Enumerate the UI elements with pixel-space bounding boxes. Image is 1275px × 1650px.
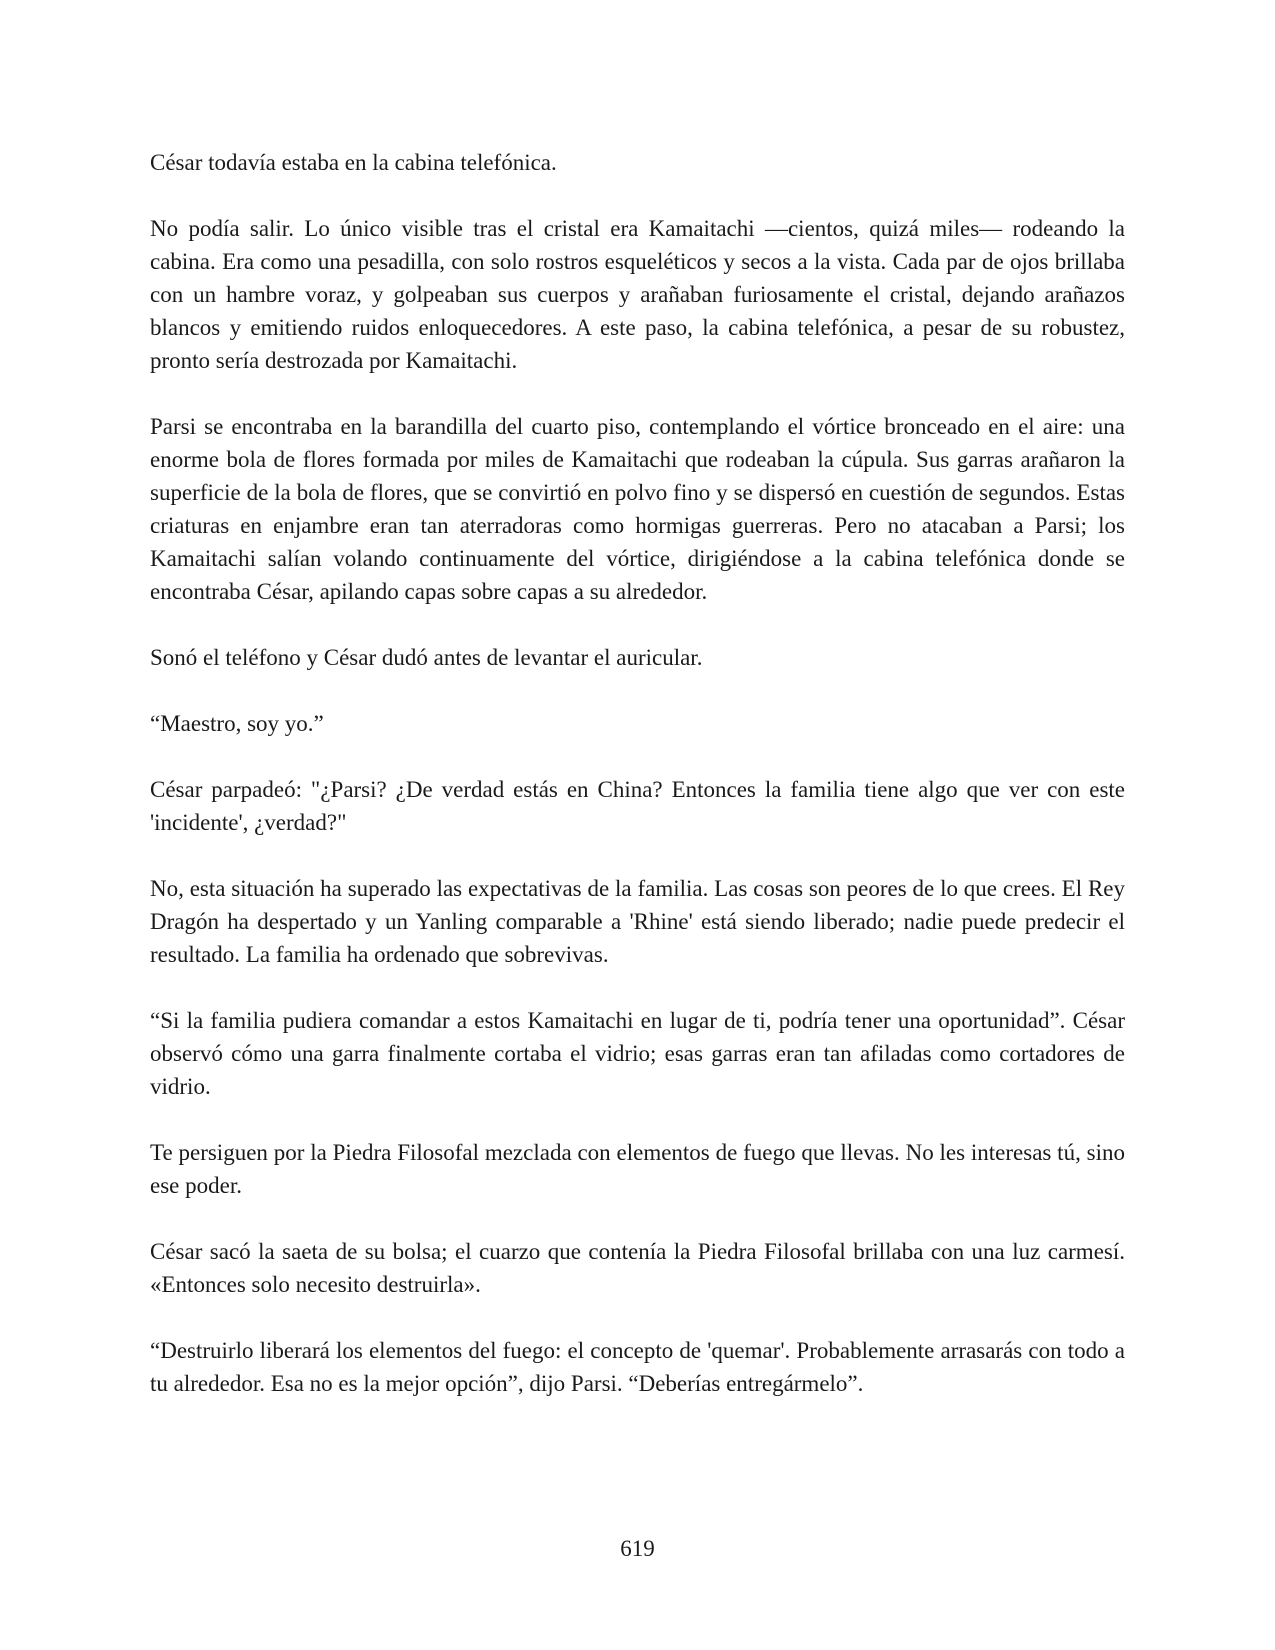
paragraph-5: “Maestro, soy yo.” [150,711,324,736]
paragraph-4: Sonó el teléfono y César dudó antes de levantar el auricular. [150,645,703,670]
paragraph-6: César parpadeó: "¿Parsi? ¿De verdad estás en China? Entonces la familia tiene algo que ver con este 'incidente', ¿verdad?" [150,777,1125,835]
paragraph-10: César sacó la saeta de su bolsa; el cuarzo que contenía la Piedra Filosofal brillaba con una luz carmesí. «Entonces solo necesito destruirla». [150,1239,1125,1297]
paragraph-11: “Destruirlo liberará los elementos del fuego: el concepto de 'quemar'. Probablemente arrasarás con todo a tu alrededor. Esa no es la mejor opción”, dijo Parsi. “Deberías entregármelo”. [150,1338,1125,1396]
paragraph-7: No, esta situación ha superado las expectativas de la familia. Las cosas son peores de lo que crees. El Rey Dragón ha despertado y un Yanling comparable a 'Rhine' está siendo liberado; nadie puede predecir el resultado. La familia ha ordenado que sobrevivas. [150,876,1125,967]
paragraph-3: Parsi se encontraba en la barandilla del cuarto piso, contemplando el vórtice bronceado en el aire: una enorme bola de flores formada por miles de Kamaitachi que rodeaban la cúpula. Sus garras arañaron la superficie de la bola de flores, que se convirtió en polvo fino y se dispersó en cuestión de segundos. Estas criaturas en enjambre eran tan aterradoras como hormigas guerreras. Pero no atacaban a Parsi; los Kamaitachi salían volando continuamente del vórtice, dirigiéndose a la cabina telefónica donde se encontraba César, apilando capas sobre capas a su alrededor. [150,414,1125,604]
paragraph-1: César todavía estaba en la cabina telefónica. [150,150,557,175]
paragraph-2: No podía salir. Lo único visible tras el cristal era Kamaitachi —cientos, quizá miles— rodeando la cabina. Era como una pesadilla, con solo rostros esqueléticos y secos a la vista. Cada par de ojos brillaba con un hambre voraz, y golpeaban sus cuerpos y arañaban furiosamente el cristal, dejando arañazos blancos y emitiendo ruidos enloquecedores. A este paso, la cabina telefónica, a pesar de su robustez, pronto sería destrozada por Kamaitachi. [150,216,1125,373]
paragraph-9: Te persiguen por la Piedra Filosofal mezclada con elementos de fuego que llevas. No les interesas tú, sino ese poder. [150,1140,1125,1198]
page-body [150,146,1125,1433]
paragraph-8: “Si la familia pudiera comandar a estos Kamaitachi en lugar de ti, podría tener una oportunidad”. César observó cómo una garra finalmente cortaba el vidrio; esas garras eran tan afiladas como cortadores de vidrio. [150,1008,1125,1099]
page-number: 619 [620,1536,655,1561]
